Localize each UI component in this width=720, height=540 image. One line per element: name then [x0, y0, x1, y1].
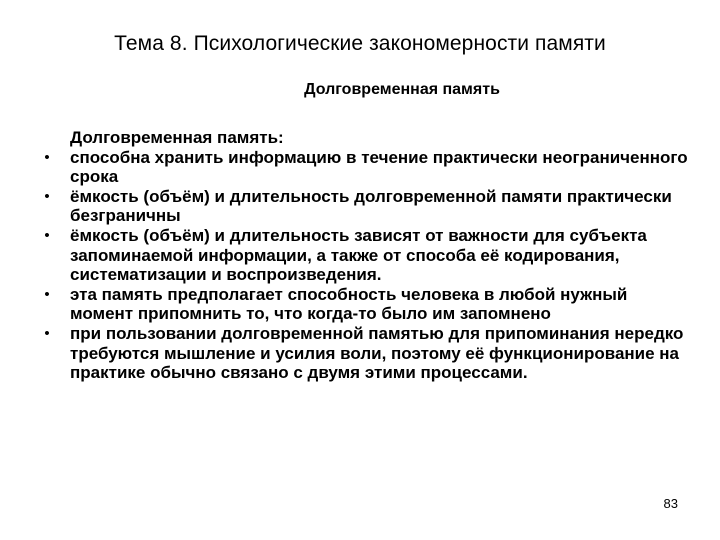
bullet-text: ёмкость (объём) и длительность долговременной памяти практически безграничны [70, 186, 672, 226]
bullet-icon: • [44, 285, 50, 303]
bullet-text: способна хранить информацию в течение практически неограниченного срока [70, 147, 688, 187]
bullet-item [40, 148, 690, 187]
bullet-icon: • [44, 226, 50, 244]
bullet-icon: • [44, 148, 50, 166]
intro-heading: Долговременная память: [70, 128, 284, 147]
slide-title: Тема 8. Психологические закономерности памяти [114, 32, 606, 55]
page-number: 83 [663, 496, 678, 511]
bullet-text: ёмкость (объём) и длительность зависят от важности для субъекта запоминаемой информации, а также от способа её кодирования, систематизации и воспроизведения. [70, 225, 647, 285]
bullet-text: при пользовании долговременной памятью для припоминания нередко требуются мышление и усилия воли, поэтому её функционирование на практике обычно связано с двумя этими процессами. [70, 323, 684, 383]
bullet-icon: • [44, 187, 50, 205]
bullet-item [40, 226, 690, 285]
slide-body [40, 128, 690, 383]
bullet-list [40, 148, 690, 383]
bullet-text: эта память предполагает способность человека в любой нужный момент припомнить то, что когда-то было им запомнено [70, 284, 628, 324]
bullet-icon: • [44, 324, 50, 342]
bullet-item [40, 285, 690, 324]
bullet-item [40, 187, 690, 226]
bullet-item [40, 324, 690, 383]
slide-subtitle: Долговременная память [304, 81, 500, 98]
